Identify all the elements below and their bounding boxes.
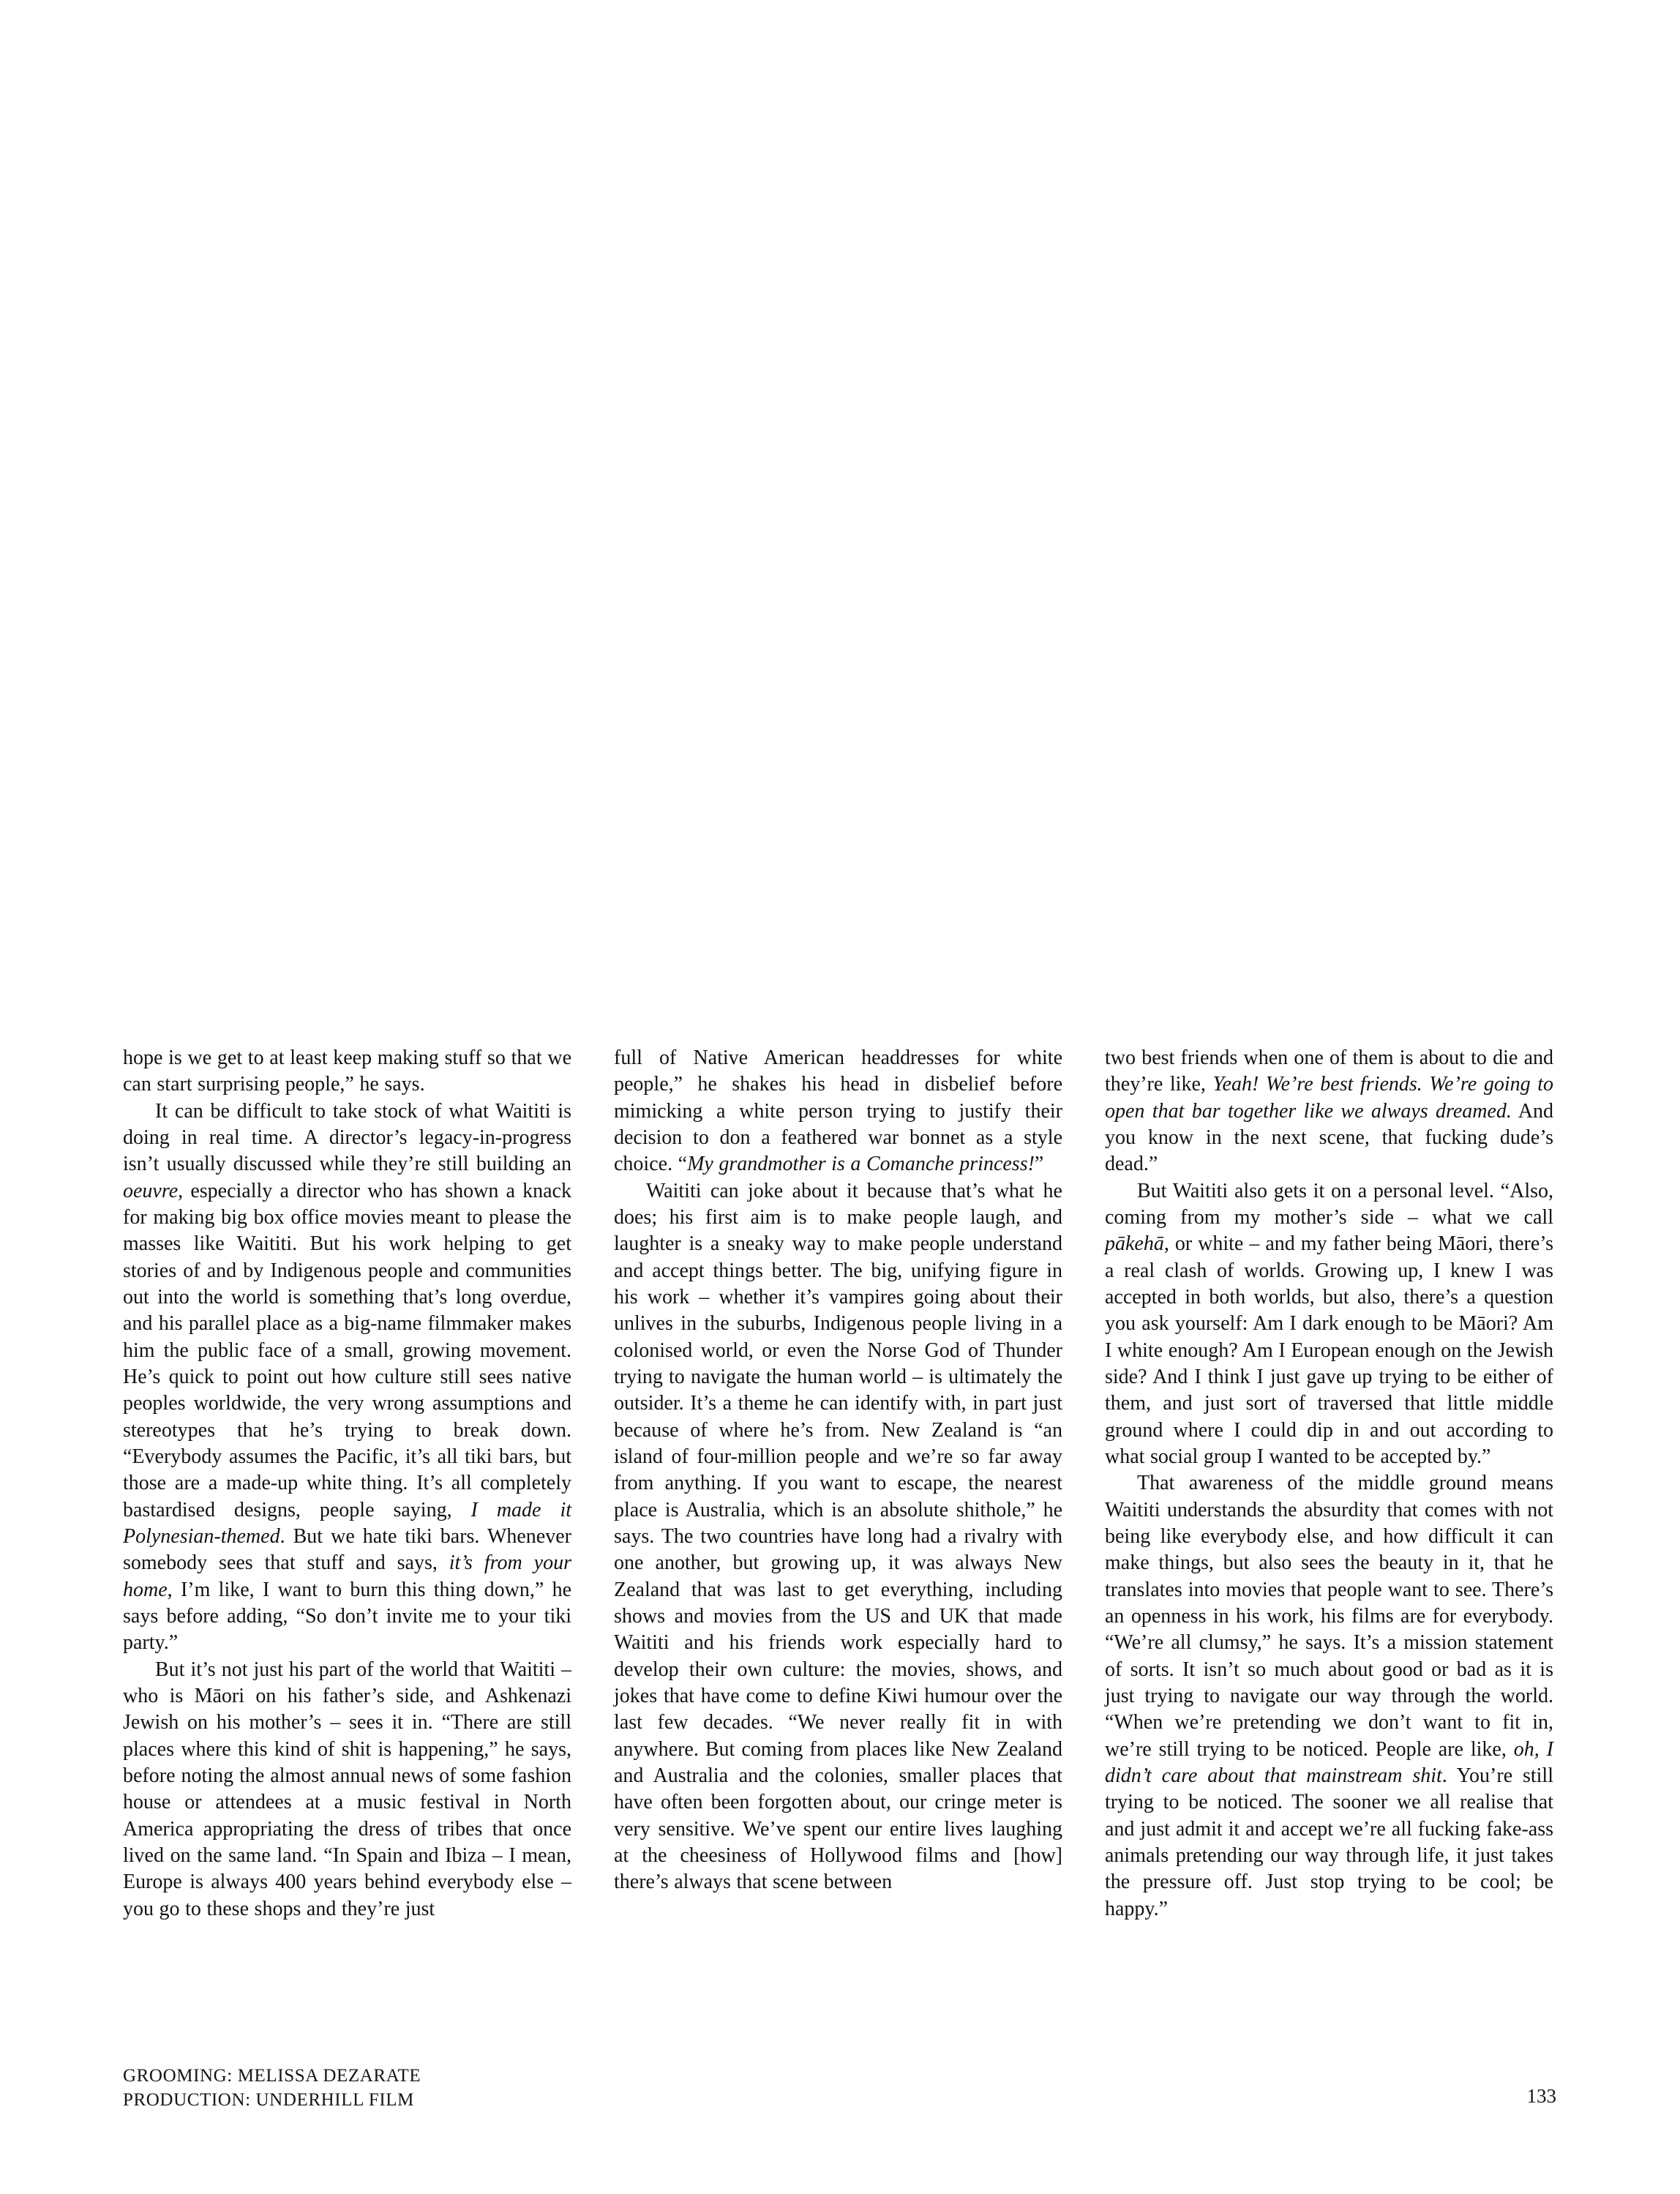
body-column-1 bbox=[123, 1045, 571, 1922]
body-column-3 bbox=[1105, 1045, 1553, 1922]
paragraph bbox=[123, 1657, 571, 1922]
text-run: full of Native American headdresses for white people,” he shakes his head in disbelief before mimicking a white person trying to justify their decision to don a feathered war bonnet as a style choice. “ bbox=[614, 1047, 1062, 1176]
text-run: hope is we get to at least keep making stuff so that we can start surprising people,” he says. bbox=[123, 1047, 571, 1096]
production-credits bbox=[123, 2064, 421, 2112]
text-run: , or white – and my father being Māori, there’s a real clash of worlds. Growing up, I knew I was accepted in both worlds, but also, there’s a question you ask yourself: Am I dark enough to be Māori? Am I white enough? Am I European enough on the Jewish side? And I think I just gave up trying to be either of them, and just sort of traversed that little middle ground where I could dip in and out according to what social group I wanted to be accepted by.” bbox=[1105, 1232, 1553, 1468]
paragraph bbox=[614, 1178, 1062, 1896]
body-column-2 bbox=[614, 1045, 1062, 1922]
italic-text-run: oeuvre bbox=[123, 1179, 179, 1202]
paragraph bbox=[123, 1098, 571, 1657]
italic-text-run: Yeah! We’re best friends. We’re going to open that bar together like we always dreamed. bbox=[1105, 1073, 1554, 1123]
text-run: two best friends when one of them is about to die and they’re like, bbox=[1105, 1047, 1553, 1096]
text-run: That awareness of the middle ground means Waititi understands the absurdity that comes with not being like everybody else, and how difficult it can make things, but also sees the beauty in it, that he translates into movies that people want to see. There’s an openness in his work, his films are for everybody. “We’re all clumsy,” he says. It’s a mission statement of sorts. It isn’t so much about good or bad as it is just trying to navigate our way through the world. “When we’re pretending we don’t want to fit in, we’re still trying to be noticed. People are like, bbox=[1105, 1472, 1553, 1761]
paragraph bbox=[1105, 1045, 1553, 1178]
article-body bbox=[123, 1045, 1553, 1922]
text-run: And you know in the next scene, that fucking dude’s dead.” bbox=[1105, 1099, 1553, 1176]
paragraph bbox=[1105, 1470, 1553, 1922]
text-run: Waititi can joke about it because that’s what he does; his first aim is to make people laugh, and laughter is a sneaky way to make people understand and accept things better. The big, unifying figure in his work – whether it’s vampires going about their unlives in the suburbs, Indigenous people living in a colonised world, or even the Norse God of Thunder trying to navigate the human world – is ultimately the outsider. It’s a theme he can identify with, in part just because of where he’s from. New Zealand is “an island of four-million people and we’re so far away from anything. If you want to escape, the nearest place is Australia, which is an absolute shithole,” he says. The two countries have long had a rivalry with one another, but growing up, it was always New Zealand that was last to get everything, including shows and movies from the US and UK that made Waititi and his friends work especially hard to develop their own culture: the movies, shows, and jokes that have come to define Kiwi humour over the last few decades. “We never really fit in with anywhere. But coming from places like New Zealand and Australia and the colonies, smaller places that have often been forgotten about, our cringe meter is very sensitive. We’ve spent our entire lives laughing at the cheesiness of Hollywood films and [how] there’s always that scene between bbox=[614, 1179, 1062, 1894]
credit-grooming: GROOMING: MELISSA DEZARATE bbox=[123, 2066, 421, 2086]
paragraph bbox=[614, 1045, 1062, 1178]
text-run: But it’s not just his part of the world that Waititi – who is Māori on his father’s side, and Ashkenazi Jewish on his mother’s – sees it in. “There are still places where this kind of shit is happening,” he says, before noting the almost annual news of some fashion house or attendees at a music festival in North America appropriating the dress of tribes that once lived on the same land. “In Spain and Ibiza – I mean, Europe is always 400 years behind everybody else – you go to these shops and they’re just bbox=[123, 1658, 571, 1920]
text-run: . You’re still trying to be noticed. The sooner we all realise that and just admit it and accept we’re all fucking fake-ass animals pretending our way through life, it just takes the pressure off. Just stop trying to be cool; be happy.” bbox=[1105, 1764, 1553, 1920]
page-number: 133 bbox=[1526, 2085, 1556, 2107]
text-run: . But we hate tiki bars. Whenever somebody sees that stuff and says, bbox=[123, 1524, 571, 1575]
italic-text-run: I made it Polynesian-themed bbox=[123, 1498, 572, 1548]
text-run: , especially a director who has shown a knack for making big box office movies meant to please the masses like Waititi. But his work helping to get stories of and by Indigenous people and communities out into the world is something that’s long overdue, and his parallel place as a big-name filmmaker makes him the public face of a small, growing movement. He’s quick to point out how culture still sees native peoples worldwide, the very wrong assumptions and stereotypes that he’s trying to break down. “Everybody assumes the Pacific, it’s all tiki bars, but those are a made-up white thing. It’s all completely bastardised designs, people saying, bbox=[123, 1179, 571, 1521]
paragraph bbox=[1105, 1178, 1553, 1471]
italic-text-run: pākehā bbox=[1105, 1232, 1164, 1256]
italic-text-run: it’s from your home bbox=[123, 1551, 571, 1601]
text-run: It can be difficult to take stock of what Waititi is doing in real time. A director’s legacy-in-progress isn’t usually discussed while they’re still building an bbox=[123, 1099, 571, 1176]
text-run: But Waititi also gets it on a personal level. “Also, coming from my mother’s side – what we call bbox=[1105, 1179, 1553, 1229]
text-run: , I’m like, I want to burn this thing down,” he says before adding, “So don’t invite me to your tiki party.” bbox=[123, 1578, 571, 1655]
italic-text-run: oh, I didn’t care about that mainstream shit bbox=[1105, 1737, 1553, 1787]
credit-production: PRODUCTION: UNDERHILL FILM bbox=[123, 2090, 414, 2110]
text-run: ” bbox=[1034, 1153, 1044, 1176]
paragraph bbox=[123, 1045, 571, 1098]
italic-text-run: My grandmother is a Comanche princess! bbox=[687, 1153, 1035, 1176]
